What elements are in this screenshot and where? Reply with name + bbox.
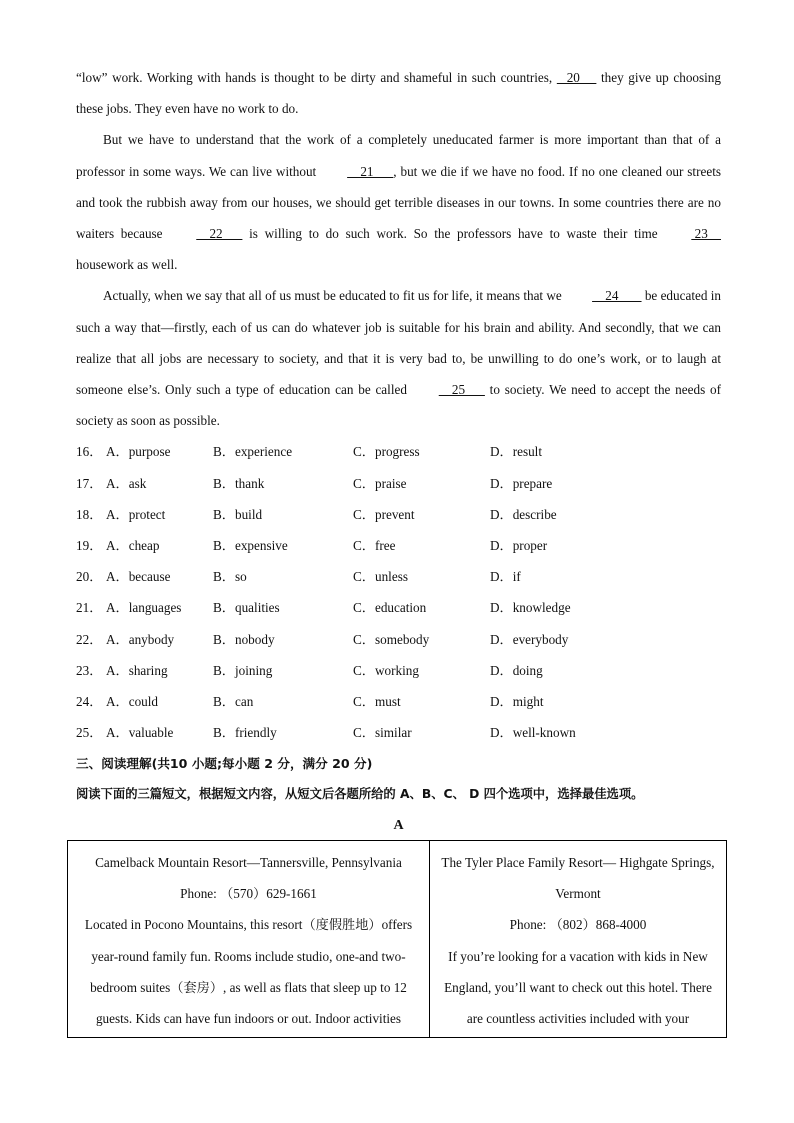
- question-number: 21．: [76, 600, 103, 616]
- option-row-17: [76, 468, 721, 499]
- answer-options: [76, 436, 721, 748]
- ad-title: Camelback Mountain Resort—Tannersville, Pennsylvania: [95, 855, 402, 870]
- option-d: D．describe: [490, 506, 557, 522]
- question-number: 19．: [76, 538, 103, 553]
- blank-20: 20: [556, 70, 597, 85]
- question-number: 23．: [76, 662, 103, 678]
- option-b: B．joining: [213, 662, 273, 678]
- paragraph-text: But we have to understand that the work of a completely uneducated farmer is more important than that of a professor in some ways. We can live without: [76, 132, 721, 179]
- option-d: D．well-known: [490, 725, 576, 741]
- question-number: 22．: [76, 631, 103, 647]
- option-d: D．doing: [490, 662, 543, 678]
- option-row-22: [76, 624, 721, 655]
- option-row-18: [76, 499, 721, 530]
- option-c: C．prevent: [353, 506, 415, 522]
- paragraph-text: to society. We need to accept the needs of society as soon as possible.: [76, 382, 721, 429]
- passage-label: A: [393, 818, 404, 834]
- option-d: D．might: [490, 693, 544, 709]
- paragraph-text: is willing to do such work. So the professors have to waste their time: [242, 226, 665, 242]
- blank-21: 21: [347, 163, 394, 179]
- option-c: C．education: [353, 600, 427, 616]
- option-row-19: [76, 530, 721, 561]
- option-a: A．because: [106, 569, 171, 585]
- option-d: D．knowledge: [490, 600, 571, 616]
- paragraph-text: Actually, when we say that all of us must be educated to fit us for life, it means that we: [103, 288, 566, 304]
- option-c: C．somebody: [353, 631, 430, 647]
- ad-body: If you’re looking for a vacation with kids in New England, you’ll want to check out this hotel. There are countless activities included with your: [444, 948, 712, 1027]
- ad-phone: Phone: （570）629-1661: [180, 886, 317, 902]
- option-d: D．everybody: [490, 631, 569, 647]
- option-b: B．expensive: [213, 538, 288, 553]
- option-c: C．praise: [353, 475, 407, 491]
- option-row-20: [76, 561, 721, 592]
- option-c: C．unless: [353, 569, 408, 585]
- paragraph-text: , but we die if we have no food. If no one cleaned our streets and took the rubbish away from our houses, we should get terrible diseases in our towns. In some countries there are no waiters because: [76, 163, 721, 242]
- option-a: A．anybody: [106, 631, 175, 647]
- ad-body: Located in Pocono Mountains, this resort（度假胜地）offers year-round family fun. Rooms include studio, one-and two-bedroom suites（套房）, as well as flats that sleep up to 12 guests. Kids can have fun indoors or out. Indoor activities: [84, 917, 413, 1027]
- option-row-21: [76, 592, 721, 623]
- option-a: A．protect: [106, 506, 166, 522]
- option-a: A．could: [106, 693, 159, 709]
- option-c: C．free: [353, 538, 396, 553]
- paragraph-text: housework as well.: [76, 257, 178, 273]
- option-b: B．thank: [213, 475, 265, 491]
- blank-24: 24: [592, 288, 642, 304]
- ad-cell-tyler-place: [430, 841, 726, 1037]
- document-page: [76, 62, 721, 841]
- option-row-23: [76, 655, 721, 686]
- blank-22: 22: [196, 226, 243, 242]
- question-number: 24．: [76, 693, 103, 709]
- passage-paragraph-1: [76, 62, 721, 124]
- question-number: 18．: [76, 506, 103, 522]
- option-b: B．can: [213, 693, 254, 709]
- question-number: 25．: [76, 725, 103, 741]
- passage-paragraph-3: [76, 280, 721, 436]
- blank-23: 23: [691, 226, 721, 242]
- ad-phone: Phone: （802）868-4000: [509, 917, 647, 933]
- option-b: B．nobody: [213, 631, 275, 647]
- option-b: B．friendly: [213, 725, 277, 741]
- option-c: C．similar: [353, 725, 412, 741]
- option-row-24: [76, 686, 721, 717]
- option-d: D．result: [490, 444, 543, 460]
- option-a: A．ask: [106, 475, 147, 491]
- option-a: A．languages: [106, 600, 182, 616]
- blank-25: 25: [438, 382, 485, 398]
- section-instruction: 阅读下面的三篇短文，根据短文内容，从短文后各题所给的 A、B、C、 D 四个选项中，选择最佳选项。: [76, 787, 644, 802]
- paragraph-text: “low” work. Working with hands is thought to be dirty and shameful in such countries,: [76, 70, 557, 85]
- option-row-16: [76, 436, 721, 467]
- option-c: C．progress: [353, 444, 420, 460]
- option-d: D．if: [490, 569, 521, 585]
- question-number: 17．: [76, 475, 103, 491]
- ad-cell-camelback: [68, 841, 430, 1037]
- resort-ads-table: [67, 840, 727, 1038]
- option-b: B．build: [213, 506, 263, 522]
- paragraph-text: they give up choosing these jobs. They even have no work to do.: [76, 70, 721, 117]
- passage-paragraph-2: [76, 124, 721, 280]
- option-a: A．valuable: [106, 725, 174, 741]
- option-a: A．cheap: [106, 538, 160, 553]
- option-b: B．qualities: [213, 600, 280, 616]
- option-d: D．proper: [490, 538, 548, 553]
- option-a: A．purpose: [106, 444, 171, 460]
- question-number: 20．: [76, 569, 103, 585]
- ad-title: The Tyler Place Family Resort— Highgate Springs, Vermont: [441, 855, 715, 902]
- option-c: C．must: [353, 693, 401, 709]
- option-c: C．working: [353, 662, 419, 678]
- option-b: B．experience: [213, 444, 293, 460]
- option-a: A．sharing: [106, 662, 168, 678]
- paragraph-text: be educated in such a way that—firstly, each of us can do whatever job is suitable for his brain and ability. And secondly, that we can realize that all jobs are necessary to society, and that it is very bad to, be unwilling to do one’s work, or to laugh at someone else’s. Only such a type of education can be called: [76, 288, 721, 398]
- option-b: B．so: [213, 569, 247, 585]
- section-title: 三、阅读理解(共10 小题;每小题 2 分，满分 20 分): [76, 756, 373, 772]
- question-number: 16．: [76, 444, 103, 460]
- option-row-25: [76, 717, 721, 748]
- option-d: D．prepare: [490, 475, 553, 491]
